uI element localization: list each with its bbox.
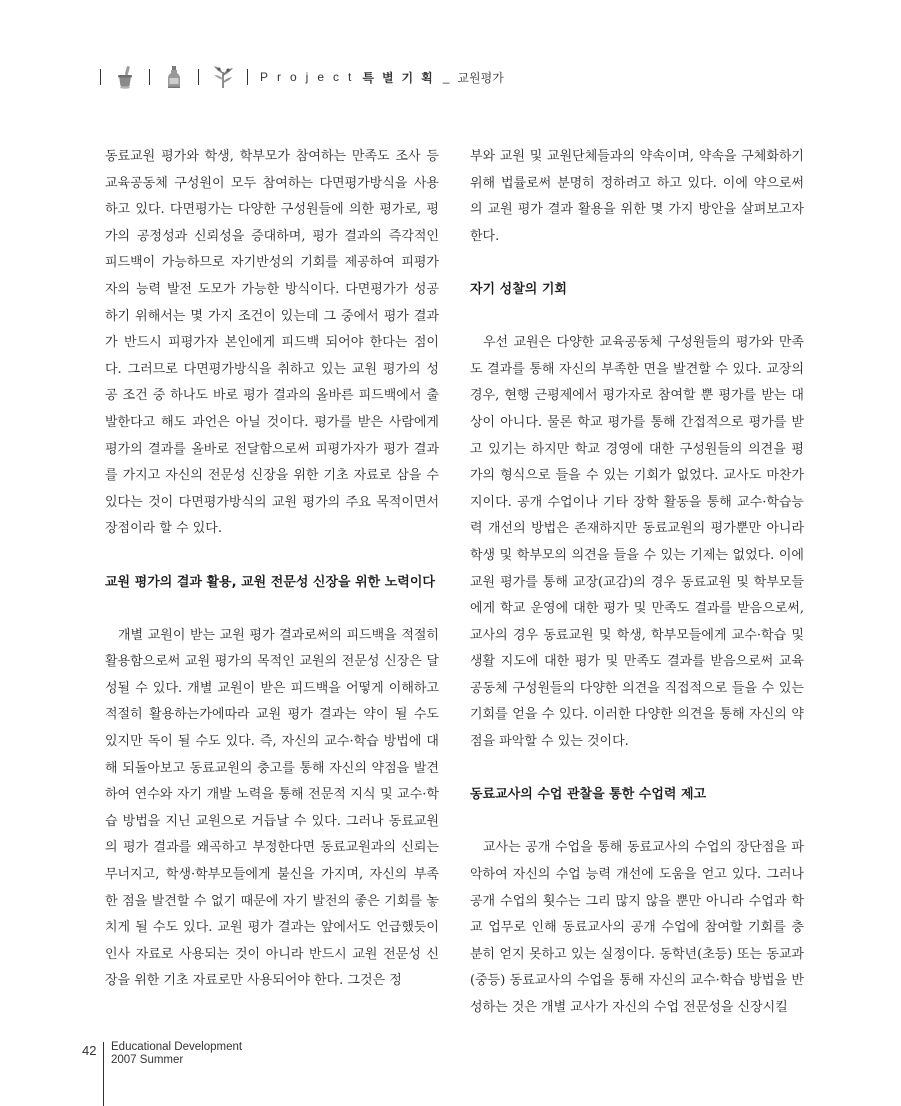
header-divider [198,69,199,85]
paragraph-spacer [470,304,804,331]
special-feature-label: 특별기획 [362,70,441,85]
section-heading: 교원 평가의 결과 활용, 교원 전문성 신장을 위한 노력이다 [105,574,435,590]
header-divider [149,69,150,85]
body-paragraph: 부와 교원 및 교원단체들과의 약속이며, 약속을 구체화하기 위해 법률로써 분명히 정하려고 하고 있다. 이에 약으로써의 교원 평가 결과 활용을 위한 몇 가지 방안을 살펴보고자 한다. [470,149,804,244]
left-column [105,144,439,995]
footer-publication [111,1041,242,1067]
body-paragraph: 우선 교원은 다양한 교육공동체 구성원들의 평가와 만족도 결과를 통해 자신의 부족한 면을 발견할 수 있다. 교장의 경우, 현행 근평제에서 평가자로 참여할 뿐 평가를 받는 대상이 아니다. 물론 학교 평가를 통해 간접적으로 평가를 받고 있기는 하지만 학교 경영에 대한 구성원들의 의견을 평가의 형식으로 들을 수 있는 기회가 없었다. 교사도 마찬가지이다. 공개 수업이나 기타 장학 활동을 통해 교수·학습능력 개선의 방법은 존재하지만 동료교원의 평가뿐만 아니라 학생 및 학부모의 의견을 들을 수 있는 기제는 없었다. 이에 교원 평가를 통해 교장(교감)의 경우 동료교원 및 학부모들에게 학교 운영에 대한 평가 및 만족도 결과를 받음으로써, 교사의 경우 동료교원 및 학생, 학부모들에게 교수·학습 및 생활 지도에 대한 평가 및 만족도 결과를 받음으로써 교육공동체 구성원들의 다양한 의견을 직접적으로 들을 수 있는 기회를 얻을 수 있다. 이러한 다양한 의견을 통해 자신의 약점을 파악할 수 있는 것이다. [470,335,804,750]
header-topic: 교원평가 [457,70,504,85]
herbs-icon [211,64,235,90]
header-divider [247,69,248,85]
project-label: Project [260,70,361,84]
body-paragraph: 동료교원 평가와 학생, 학부모가 참여하는 만족도 조사 등 교육공동체 구성원이 모두 참여하는 다면평가방식을 사용하고 있다. 다면평가는 다양한 구성원들에 의한 평가로, 평가의 공정성과 신뢰성을 증대하며, 평가 결과의 즉각적인 피드백이 가능하므로 자기반성의 기회를 제공하여 피평가자의 능력 발전 도모가 가능한 방식이다. 다면평가가 성공하기 위해서는 몇 가지 조건이 있는데 그 중에서 평가 결과가 반드시 피평가자 본인에게 피드백 되어야 한다는 점이다. 그러므로 다면평가방식을 취하고 있는 교원 평가의 성공 조건 중 하나도 바로 평가 결과의 올바른 피드백에서 출발한다고 해도 과언은 아닐 것이다. 평가를 받은 사람에게 평가의 결과를 올바로 전달함으로써 피평가자가 평가 결과를 가지고 자신의 전문성 신장을 위한 기초 자료로 삼을 수 있다는 것이 다면평가방식의 교원 평가의 주요 목적이면서 장점이라 할 수 있다. [105,149,439,537]
header-separator: _ [442,70,450,84]
medicine-bottle-icon [162,64,186,90]
mortar-pestle-icon [113,64,137,90]
paragraph-spacer [470,756,804,783]
right-column [470,144,804,1022]
body-paragraph: 교사는 공개 수업을 통해 동료교사의 수업의 장단점을 파악하여 자신의 수업 능력 개선에 도움을 얻고 있다. 그러나 공개 수업의 횟수는 그리 많지 않을 뿐만 아니라 수업과 학교 업무로 인해 동료교사의 공개 수업에 참여할 기회를 충분히 얻지 못하고 있는 실정이다. 동학년(초등) 또는 동교과(중등) 동료교사의 수업을 통해 자신의 교수·학습 방법을 반성하는 것은 개별 교사가 자신의 수업 전문성을 신장시킬 [470,840,804,1015]
paragraph-spacer [105,543,439,570]
section-heading: 자기 성찰의 기회 [470,281,567,297]
body-paragraph: 개별 교원이 받는 교원 평가 결과로써의 피드백을 적절히 활용함으로써 교원 평가의 목적인 교원의 전문성 신장은 달성될 수 있다. 개별 교원이 받은 피드백을 어떻게 이해하고 적절히 활용하는가에따라 교원 평가 결과는 약이 될 수도 있지만 독이 될 수도 있다. 즉, 자신의 교수·학습 방법에 대해 되돌아보고 동료교원의 충고를 통해 자신의 약점을 발견하여 연수와 자기 개발 노력을 통해 전문적 지식 및 교수·학습 방법을 지닌 교원으로 거듭날 수 있다. 그러나 동료교원의 평가 결과를 왜곡하고 부정한다면 동료교원과의 신뢰는 무너지고, 학생·학부모들에게 불신을 가지며, 자신의 부족한 점을 발견할 수 없기 때문에 자기 발전의 좋은 기회를 놓치게 될 수도 있다. 교원 평가 결과는 앞에서도 언급했듯이 인사 자료로 사용되는 것이 아니라 반드시 교원 전문성 신장을 위한 기초 자료로만 사용되어야 한다. 그것은 정 [105,627,439,989]
header-divider [100,69,101,85]
footer-divider [103,1042,104,1106]
section-heading: 동료교사의 수업 관찰을 통한 수업력 제고 [470,787,707,803]
issue-label: 2007 Summer [111,1054,184,1066]
paragraph-spacer [105,596,439,623]
page-header [100,60,800,94]
page-number: 42 [82,1043,97,1058]
paragraph-spacer [470,809,804,836]
paragraph-spacer [470,250,804,277]
magazine-title: Educational Development [111,1041,243,1053]
